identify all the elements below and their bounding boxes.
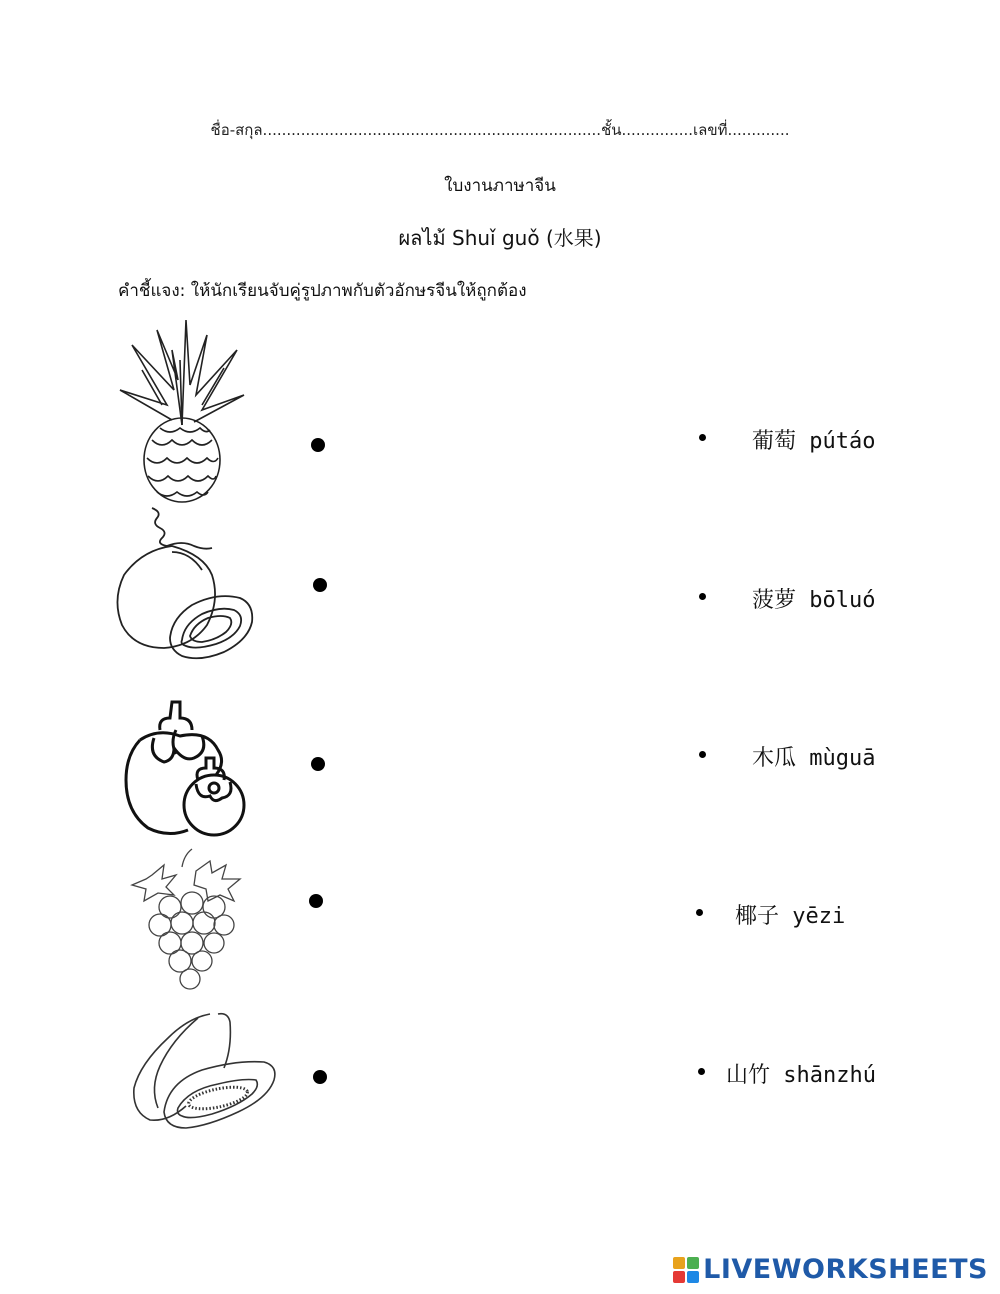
answer-dot-boluo[interactable] (699, 593, 706, 600)
pineapple-icon (112, 310, 252, 505)
answer-boluo: 菠萝 bōluó (752, 588, 876, 613)
grapes-icon (122, 845, 252, 995)
answer-dot-putao[interactable] (699, 434, 706, 441)
match-dot-papaya[interactable] (313, 1070, 327, 1084)
worksheet-subtitle: ผลไม้ Shuǐ guǒ (水果) (398, 226, 602, 250)
instructions: คำชี้แจง: ให้นักเรียนจับคู่รูปภาพกับตัวอักษรจีนให้ถูกต้อง (118, 281, 527, 301)
name-class-number-line: ชื่อ-สกุล.......................................................................ชั้น...............เลขที่............. (210, 121, 790, 139)
match-dot-pineapple[interactable] (311, 438, 325, 452)
mangosteen-icon (118, 700, 248, 840)
answer-yezi: 椰子 yēzi (735, 904, 846, 929)
liveworksheets-icon (673, 1257, 699, 1283)
coconut-icon (112, 500, 257, 670)
liveworksheets-logo (673, 1254, 988, 1285)
match-dot-coconut[interactable] (313, 578, 327, 592)
answer-shanzhu: 山竹 shānzhú (726, 1063, 876, 1088)
match-dot-mangosteen[interactable] (311, 757, 325, 771)
liveworksheets-text: LIVEWORKSHEETS (703, 1254, 988, 1285)
answer-dot-shanzhu[interactable] (698, 1068, 705, 1075)
answer-putao: 葡萄 pútáo (752, 429, 876, 454)
worksheet-title: ใบงานภาษาจีน (444, 176, 556, 196)
papaya-icon (128, 1008, 278, 1136)
answer-dot-yezi[interactable] (696, 909, 703, 916)
answer-dot-mugua[interactable] (699, 751, 706, 758)
match-dot-grapes[interactable] (309, 894, 323, 908)
answer-mugua: 木瓜 mùguā (752, 746, 876, 771)
